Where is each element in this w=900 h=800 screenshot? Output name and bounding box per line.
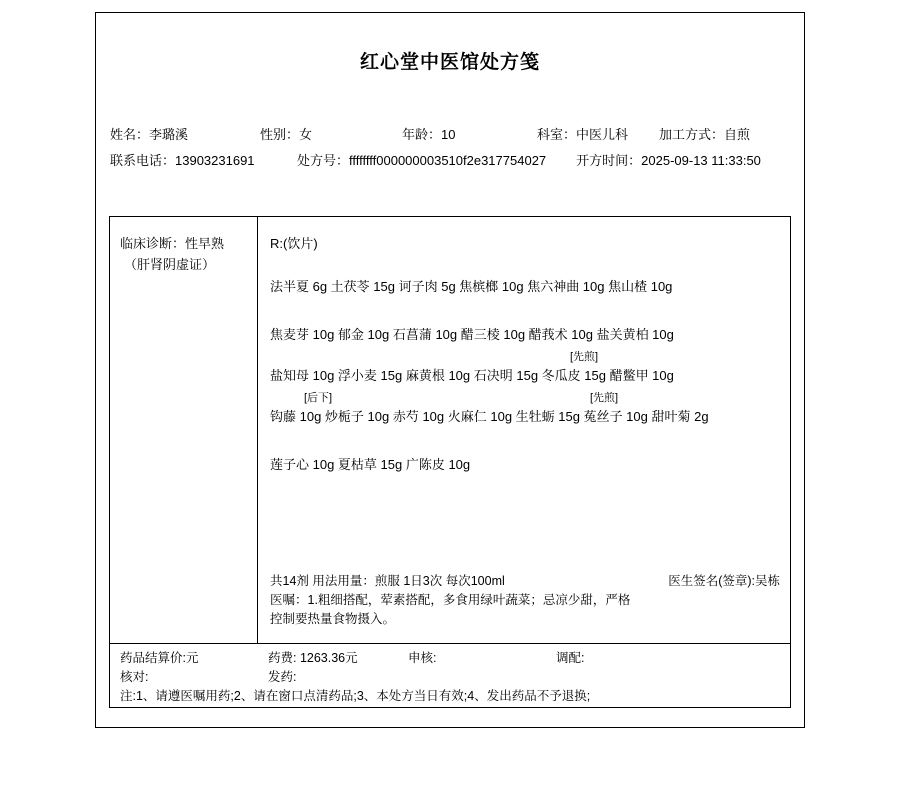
drug-fee: 药费: 1263.36元 — [268, 651, 358, 665]
contact-phone: 联系电话：13903231691 — [110, 153, 255, 168]
herb-line: 莲子心 10g 夏枯草 15g 广陈皮 10g — [270, 457, 471, 472]
meta-row-2 — [110, 148, 790, 174]
note-xianjian: [先煎] — [590, 392, 619, 404]
patient-name: 姓名：李璐溪 — [110, 127, 189, 142]
doctor-signature: 医生签名(签章):吴栋 — [668, 574, 780, 588]
review-label: 申核: — [408, 651, 437, 665]
note-xianjian: [先煎] — [570, 351, 599, 363]
prescription-number: 处方号：ffffffff000000003510f2e317754027 — [297, 153, 547, 168]
prescription-body — [109, 216, 791, 644]
advice-line-2: 控制要热量食物摄入。 — [270, 612, 396, 626]
advice-line-1: 医嘱：1.粗细搭配，荤素搭配，多食用绿叶蔬菜；忌凉少甜，严格 — [270, 593, 631, 607]
patient-meta — [96, 122, 804, 174]
check-label: 核对: — [120, 670, 149, 684]
patient-sex: 性别：女 — [260, 127, 313, 142]
herb-line: 焦麦芽 10g 郁金 10g 石菖蒲 10g 醋三棱 10g 醋莪术 10g 盐关黄柏 10g — [270, 327, 674, 342]
note-row-xianjian-1 — [270, 350, 780, 365]
note-row-houxia — [270, 391, 780, 406]
diagnosis-line-1: 临床诊断：性早熟 — [120, 236, 225, 251]
herb-line: 盐知母 10g 浮小麦 15g 麻黄根 10g 石决明 15g 冬瓜皮 15g 醋鳖甲 10g — [270, 368, 674, 383]
dispense-label: 调配: — [556, 651, 585, 665]
prescription-time: 开方时间：2025-09-13 11:33:50 — [576, 153, 761, 168]
prescription-footer — [270, 572, 780, 629]
processing-method: 加工方式：自煎 — [659, 127, 751, 142]
patient-age: 年龄：10 — [402, 127, 456, 142]
department: 科室：中医儿科 — [537, 127, 629, 142]
rx-header: R:(饮片) — [270, 236, 318, 251]
billing-section — [109, 644, 791, 708]
clinical-diagnosis — [110, 217, 258, 643]
dosage-instructions: 共14剂 用法用量：煎服 1日3次 每次100ml — [270, 574, 505, 588]
notice-text: 注:1、请遵医嘱用药;2、请在窗口点清药品;3、本处方当日有效;4、发出药品不予退换; — [120, 689, 591, 703]
billing-row-1 — [120, 649, 782, 668]
settlement-price: 药品结算价:元 — [120, 651, 199, 665]
herb-line: 法半夏 6g 土茯苓 15g 诃子肉 5g 焦槟榔 10g 焦六神曲 10g 焦山楂 10g — [270, 279, 673, 294]
issue-label: 发药: — [268, 670, 297, 684]
dosage-row — [270, 572, 780, 591]
note-houxia: [后下] — [304, 392, 333, 404]
page-title: 红心堂中医馆处方笺 — [359, 52, 540, 73]
prescription-document — [95, 12, 805, 728]
meta-row-1 — [110, 122, 790, 148]
diagnosis-line-2: （肝肾阴虚证） — [124, 257, 216, 272]
billing-row-2 — [120, 668, 782, 687]
herb-line: 钩藤 10g 炒栀子 10g 赤芍 10g 火麻仁 10g 生牡蛎 15g 菟丝子 10g 甜叶菊 2g — [270, 409, 709, 424]
herb-list — [258, 217, 790, 643]
